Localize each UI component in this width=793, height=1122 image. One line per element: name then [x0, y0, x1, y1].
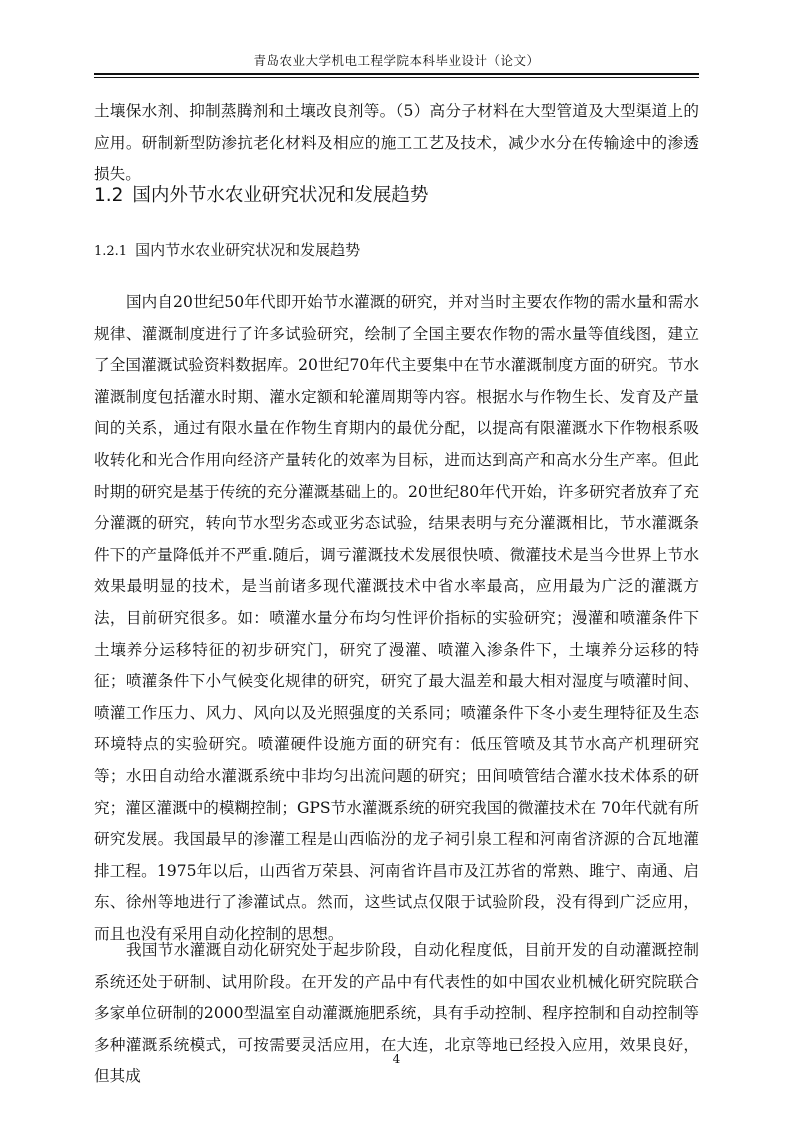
header-rule-thick — [94, 73, 699, 75]
paragraph-1: 国内自20世纪50年代即开始节水灌溉的研究，并对当时主要农作物的需水量和需水规律、灌溉制度进行了许多试验研究，绘制了全国主要农作物的需水量等值线图，建立了全国灌溉试验资料数据库。20世纪70年代主要集中在节水灌溉制度方面的研究。节水灌溉制度包括灌水时期、灌水定额和轮灌周期等内容。根据水与作物生长、发育及产量间的关系，通过有限水量在作物生育期内的最优分配，以提高有限灌溉水下作物根系吸收转化和光合作用向经济产量转化的效率为目标，进而达到高产和高水分生产率。但此时期的研究是基于传统的充分灌溉基础上的。20世纪80年代开始，许多研究者放弃了充分灌溉的研究，转向节水型劣态或亚劣态试验，结果表明与充分灌溉相比，节水灌溉条件下的产量降低并不严重.随后，调亏灌溉技术发展很快喷、微灌技术是当今世界上节水效果最明显的技术，是当前诸多现代灌溉技术中省水率最高，应用最为广泛的灌溉方法，目前研究很多。如：喷灌水量分布均匀性评价指标的实验研究；漫灌和喷灌条件下土壤养分运移特征的初步研究门，研究了漫灌、喷灌入渗条件下，土壤养分运移的特征；喷灌条件下小气候变化规律的研究，研究了最大温差和最大相对湿度与喷灌时间、喷灌工作压力、风力、风向以及光照强度的关系同；喷灌条件下冬小麦生理特征及生态环境特点的实验研究。喷灌硬件设施方面的研究有：低压管喷及其节水高产机理研究等；水田自动给水灌溉系统中非均匀出流问题的研究；田间喷管结合灌水技术体系的研究；灌区灌溉中的模糊控制；GPS节水灌溉系统的研究我国的微灌技术在 70年代就有所研究发展。我国最早的渗灌工程是山西临汾的龙子祠引泉工程和河南省济源的合瓦地灌排工程。1975年以后，山西省万荣县、河南省许昌市及江苏省的常熟、雎宁、南通、启东、徐州等地进行了渗灌试点。然而，这些试点仅限于试验阶段，没有得到广泛应用，而且也没有采用自动化控制的思想。 — [94, 293, 699, 943]
section-heading — [94, 181, 428, 211]
paragraph-block-2 — [94, 935, 699, 1093]
continued-paragraph: 土壤保水剂、抑制蒸腾剂和土壤改良剂等。（5）高分子材料在大型管道及大型渠道上的应用。研制新型防渗抗老化材料及相应的施工工艺及技术，减少水分在传输途中的渗透损失。 — [94, 102, 699, 184]
header-rule-thin — [94, 77, 699, 78]
paragraph-block-1 — [94, 287, 699, 950]
section-number: 1.2 — [94, 185, 124, 206]
running-header: 青岛农业大学机电工程学院本科毕业设计（论文） — [253, 53, 540, 68]
page-number: 4 — [392, 1052, 401, 1066]
subsection-title: 国内节水农业研究状况和发展趋势 — [135, 241, 361, 259]
subsection-number: 1.2.1 — [94, 244, 128, 259]
paragraph-2: 我国节水灌溉自动化研究处于起步阶段，自动化程度低，目前开发的自动灌溉控制系统还处于研制、试用阶段。在开发的产品中有代表性的如中国农业机械化研究院联合多家单位研制的2000型温室自动灌溉施肥系统，具有手动控制、程序控制和自动控制等多种灌溉系统模式，可按需要灵活应用，在大连，北京等地已经投入应用，效果良好，但其成 — [94, 941, 699, 1086]
subsection-heading — [94, 237, 360, 265]
continued-paragraph-block — [94, 96, 699, 191]
section-title: 国内外节水农业研究状况和发展趋势 — [132, 185, 429, 206]
